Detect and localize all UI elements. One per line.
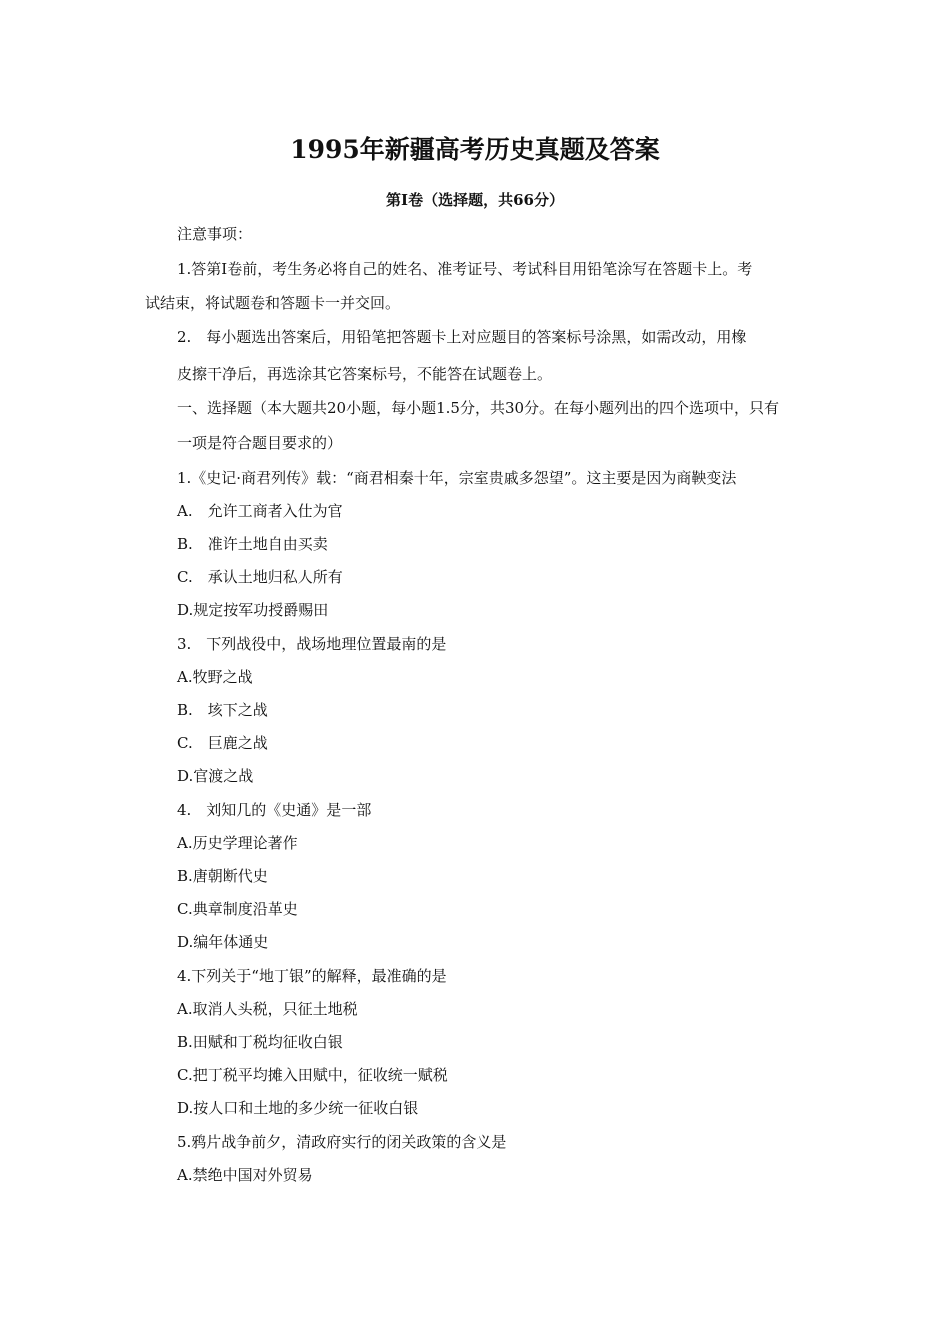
answer-option: D.官渡之战 (177, 767, 254, 785)
question-stem: 4. 刘知几的《史通》是一部 (177, 801, 372, 819)
note-1-line-2: 试结束，将试题卷和答题卡一并交回。 (145, 294, 401, 312)
answer-option: A.取消人头税，只征土地税 (177, 1000, 358, 1018)
answer-option: C. 巨鹿之战 (177, 734, 268, 752)
document-title: 1995年新疆高考历史真题及答案 (290, 135, 660, 164)
answer-option: B.唐朝断代史 (177, 867, 268, 885)
question-stem: 5.鸦片战争前夕，清政府实行的闭关政策的含义是 (177, 1133, 507, 1151)
answer-option: C.把丁税平均摊入田赋中，征收统一赋税 (177, 1066, 448, 1084)
note-2-line-2: 皮擦干净后，再选涂其它答案标号，不能答在试题卷上。 (177, 365, 553, 383)
question-stem: 1.《史记·商君列传》载：“商君相秦十年，宗室贵戚多怨望”。这主要是因为商鞅变法 (177, 469, 737, 487)
question-stem: 3. 下列战役中，战场地理位置最南的是 (177, 635, 447, 653)
note-1-line-1: 1.答第Ⅰ卷前，考生务必将自己的姓名、准考证号、考试科目用铅笔涂写在答题卡上。考 (177, 260, 753, 278)
answer-option: B. 垓下之战 (177, 701, 268, 719)
part-1-instructions-line-2: 一项是符合题目要求的） (177, 434, 343, 452)
answer-option: C.典章制度沿革史 (177, 900, 298, 918)
notes-heading: 注意事项： (177, 225, 253, 243)
answer-option: A.牧野之战 (177, 668, 253, 686)
answer-option: B.田赋和丁税均征收白银 (177, 1033, 343, 1051)
answer-option: A.历史学理论著作 (177, 834, 298, 852)
question-stem: 4.下列关于“地丁银”的解释，最准确的是 (177, 967, 447, 985)
answer-option: A.禁绝中国对外贸易 (177, 1166, 313, 1184)
note-2-line-1: 2. 每小题选出答案后，用铅笔把答题卡上对应题目的答案标号涂黑，如需改动，用橡 (177, 328, 747, 346)
answer-option: D.规定按军功授爵赐田 (177, 601, 329, 619)
answer-option: A. 允许工商者入仕为官 (177, 502, 343, 520)
answer-option: D.按人口和土地的多少统一征收白银 (177, 1099, 419, 1117)
answer-option: D.编年体通史 (177, 933, 269, 951)
answer-option: B. 准许土地自由买卖 (177, 535, 328, 553)
section-heading: 第Ⅰ卷（选择题，共66分） (386, 191, 564, 209)
part-1-instructions-line-1: 一、选择题（本大题共20小题，每小题1.5分，共30分。在每小题列出的四个选项中，只有 (177, 399, 780, 417)
answer-option: C. 承认土地归私人所有 (177, 568, 343, 586)
